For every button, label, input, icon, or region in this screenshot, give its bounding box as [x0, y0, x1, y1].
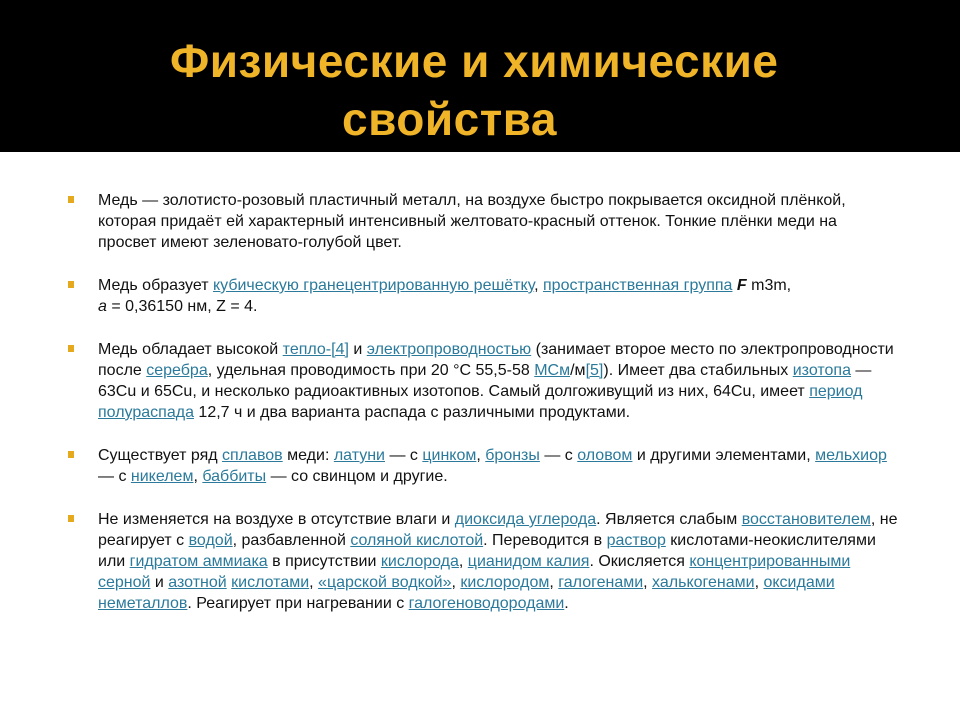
link-megasiemens[interactable]: МСм	[534, 362, 571, 379]
link-isotope[interactable]: изотопа	[792, 362, 851, 379]
text-segment: меди:	[282, 447, 334, 464]
link-nickel[interactable]: никелем	[130, 468, 194, 485]
bullet-square-icon	[68, 515, 74, 522]
text-segment: m3m,	[746, 277, 792, 294]
text-segment: , разбавленной	[232, 532, 351, 549]
link-ammonia-hydrate[interactable]: гидратом аммиака	[129, 553, 268, 570]
text-segment: , не реагирует с	[98, 511, 898, 549]
link-thermal[interactable]: тепло-	[282, 341, 332, 358]
text-segment: . Является слабым	[596, 511, 742, 528]
text-segment: ,	[476, 447, 486, 464]
bullet-item-3	[68, 339, 898, 423]
link-halogens[interactable]: галогенами	[558, 574, 644, 591]
text-segment: = 0,36150 нм, Z = 4.	[106, 298, 258, 315]
text-segment: — с	[539, 447, 578, 464]
text-segment: ,	[549, 574, 559, 591]
slide-content	[68, 190, 898, 614]
bullet-item-5	[68, 509, 898, 614]
slide-title-line-1: Физические и химические	[170, 35, 779, 87]
link-bronze[interactable]: бронзы	[485, 447, 540, 464]
bullet-square-icon	[68, 281, 74, 288]
text-segment: ,	[534, 277, 543, 294]
link-nonmetals[interactable]: неметаллов	[98, 595, 188, 612]
link-zinc[interactable]: цинком	[422, 447, 477, 464]
text-segment: ). Имеет два стабильных	[603, 362, 793, 379]
text-segment: . Переводится в	[483, 532, 607, 549]
text-segment: /м	[570, 362, 586, 379]
text-segment: ,	[309, 574, 319, 591]
text-segment: Медь обладает высокой	[98, 341, 283, 358]
link-solution[interactable]: раствор	[606, 532, 666, 549]
text-segment: 12,7 ч и два варианта распада с различными продуктами.	[193, 404, 631, 421]
text-segment: и	[150, 574, 169, 591]
text-segment: — с	[98, 468, 131, 485]
text-segment: и другими элементами,	[632, 447, 816, 464]
link-fcc-lattice[interactable]: кубическую гранецентрированную решётку	[212, 277, 535, 294]
title-bar	[0, 0, 960, 152]
link-half-life[interactable]: период полураспада	[98, 383, 863, 421]
space-group-symbol: F	[736, 277, 747, 294]
bullet-square-icon	[68, 345, 74, 352]
text-segment: (занимает второе место по электропроводности после	[98, 341, 894, 379]
link-hydrogen-halides[interactable]: галогеноводородами	[408, 595, 565, 612]
link-cupronickel[interactable]: мельхиор	[815, 447, 887, 464]
text-segment: , удельная проводимость при 20 °C 55,5-58	[207, 362, 535, 379]
text-segment: .	[564, 595, 569, 612]
text-segment: ,	[754, 574, 764, 591]
link-chalcogens[interactable]: халькогенами	[652, 574, 755, 591]
link-hydrochloric-acid[interactable]: соляной кислотой	[350, 532, 484, 549]
bullet-square-icon	[68, 196, 74, 203]
bullet-item-2	[68, 275, 898, 317]
text-segment: . Реагирует при нагревании с	[187, 595, 409, 612]
link-reference-5[interactable]: [5]	[585, 362, 604, 379]
slide-title-line-2: свойства	[342, 93, 557, 145]
text-segment: — со свинцом и другие.	[266, 468, 448, 485]
text-segment: кислотами-неокислителями или	[98, 532, 876, 570]
text-segment: — 63Cu и 65Cu, и несколько радиоактивных изотопов. Самый долгоживущий из них, 64Cu, имеет	[98, 362, 872, 400]
link-tin[interactable]: оловом	[577, 447, 633, 464]
link-silver[interactable]: серебра	[146, 362, 208, 379]
text-segment: ,	[458, 553, 468, 570]
text-segment: . Окисляется	[589, 553, 690, 570]
link-acids[interactable]: кислотами	[231, 574, 310, 591]
link-space-group[interactable]: пространственная группа	[543, 277, 733, 294]
text-segment: в присутствии	[267, 553, 381, 570]
link-oxygen-2[interactable]: кислородом	[460, 574, 550, 591]
link-babbitt[interactable]: баббиты	[202, 468, 267, 485]
link-potassium-cyanide[interactable]: цианидом калия	[467, 553, 590, 570]
link-concentrated[interactable]: концентрированными	[689, 553, 851, 570]
bullet-item-4	[68, 445, 898, 487]
link-aqua-regia[interactable]: «царской водкой»	[318, 574, 452, 591]
text-segment: ,	[193, 468, 203, 485]
link-electroconductivity[interactable]: электропроводностью	[366, 341, 532, 358]
link-reference-4[interactable]: [4]	[331, 341, 349, 358]
bullet-square-icon	[68, 451, 74, 458]
text-segment: Не изменяется на воздухе в отсутствие влаги и	[98, 511, 455, 528]
text-segment: ,	[451, 574, 461, 591]
text-segment: Медь образует	[98, 277, 213, 294]
text-segment: Существует ряд	[98, 447, 223, 464]
text-segment: и	[348, 341, 367, 358]
link-reducing-agent[interactable]: восстановителем	[741, 511, 871, 528]
link-sulfuric[interactable]: серной	[98, 574, 151, 591]
link-alloys[interactable]: сплавов	[222, 447, 283, 464]
link-oxides[interactable]: оксидами	[763, 574, 835, 591]
link-oxygen[interactable]: кислорода	[380, 553, 459, 570]
text-segment: ,	[643, 574, 653, 591]
text-segment: — с	[385, 447, 423, 464]
link-nitric[interactable]: азотной	[168, 574, 227, 591]
link-water[interactable]: водой	[188, 532, 233, 549]
link-brass[interactable]: латуни	[333, 447, 385, 464]
bullet-item-1	[68, 190, 898, 253]
lattice-constant-symbol: a	[98, 298, 107, 315]
bullet-text: Медь — золотисто-розовый пластичный металл, на воздухе быстро покрывается оксидной плёнкой, которая придаёт ей характерный интенсивный желтовато-красный оттенок. Тонкие плёнки меди на просвет имеют зеленовато-голубой цвет.	[98, 192, 846, 251]
link-carbon-dioxide[interactable]: диоксида углерода	[454, 511, 597, 528]
